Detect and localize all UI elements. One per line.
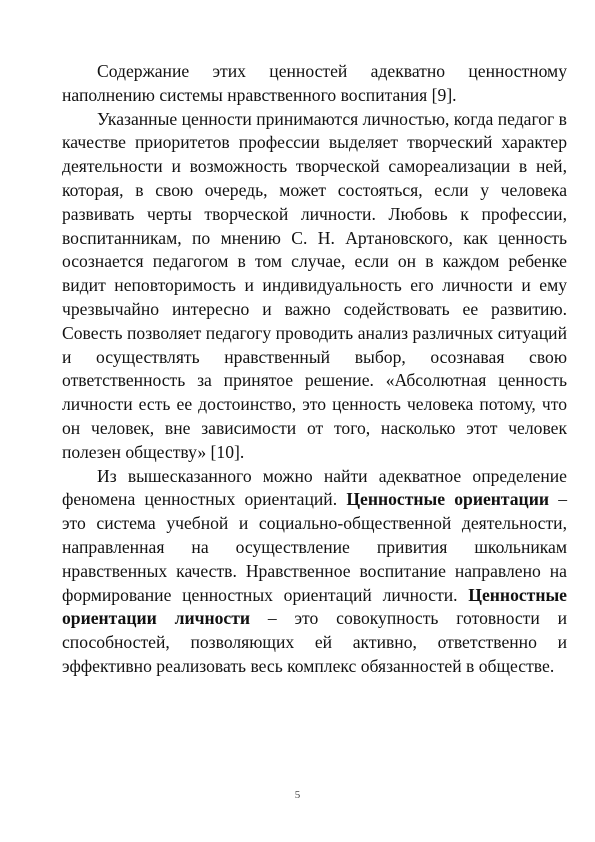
paragraph-3-intro: Из вышесказанного можно найти адекватное определение феномена ценностных ориентаций. (62, 465, 567, 510)
definition-value-orientations: – это система учебной и социально-общественной деятельности, направленная на осуществление привития школьникам нравственных качеств. Нравственное воспитание направлено на формирование ценностных ориентаций личности. (62, 489, 567, 605)
body-text (62, 60, 567, 679)
term-value-orientations: Ценностные ориентации (346, 489, 549, 510)
term-personal-value-orientations: Ценностные ориентации личности (62, 584, 567, 629)
page-number: 5 (294, 789, 301, 801)
paragraph-3 (62, 465, 567, 679)
paragraph-2: Указанные ценности принимаются личностью, когда педагог в качестве приоритетов профессии выделяет творческий характер деятельности и возможность творческой самореализации в ней, которая, в свою очередь, может состояться, если у человека развивать черты творческой личности. Любовь к профессии, воспитанникам, по мнению С. Н. Артановского, как ценность осознается педагогом в том случае, если он в каждом ребенке видит неповторимость и индивидуальность его личности и ему чрезвычайно интересно и важно содействовать ее развитию. Совесть позволяет педагогу проводить анализ различных ситуаций и осуществлять нравственный выбор, осознавая свою ответственность за принятое решение. «Абсолютная ценность личности есть ее достоинство, это ценность человека потому, что он человек, вне зависимости от того, насколько этот человек полезен обществу» [10]. (62, 108, 567, 462)
paragraph-1: Содержание этих ценностей адекватно ценностному наполнению системы нравственного воспитания [9]. (62, 61, 567, 105)
definition-personal-value-orientations: – это совокупность готовности и способностей, позволяющих ей активно, ответственно и эффективно реализовать весь комплекс обязанностей в обществе. (62, 608, 567, 676)
